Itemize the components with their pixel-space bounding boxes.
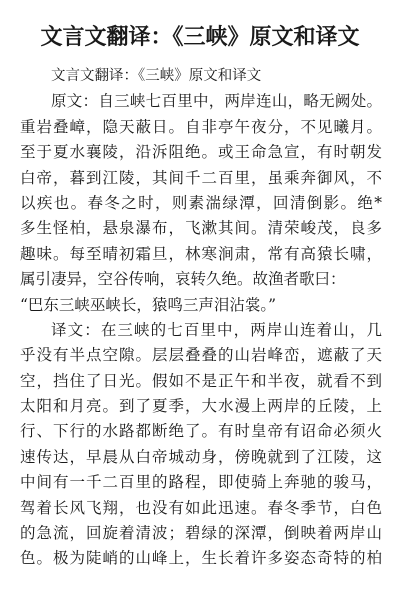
document-body [20,64,382,572]
translation-text-line: 太阳和月亮。到了夏季，大水漫上两岸的丘陵，上 [20,397,382,416]
document-title: 文言文翻译：《三峡》原文和译文 [40,24,360,50]
original-text-line: 多生怪柏，悬泉瀑布，飞漱其间。清荣峻茂，良多 [20,219,382,238]
original-text-line: 趣味。每至晴初霜旦，林寒涧肃，常有高猿长啸， [20,244,382,263]
translation-text-line: 色。极为陡峭的山峰上，生长着许多姿态奇特的柏 [20,549,382,568]
translation-text-line: 乎没有半点空隙。层层叠叠的山岩峰峦，遮蔽了天 [20,346,382,365]
document-subtitle: 文言文翻译：《三峡》原文和译文 [51,68,262,84]
translation-text-line: 译文：在三峡的七百里中，两岸山连着山，几 [51,320,382,339]
translation-text-line: 驾着长风飞翔，也没有如此迅速。春冬季节，白色 [20,498,382,517]
translation-text-line: 速传达，早晨从白帝城动身，傍晚就到了江陵，这 [20,447,382,466]
translation-text-line: 空，挡住了日光。假如不是正午和半夜，就看不到 [20,371,382,390]
original-text-line: “巴东三峡巫峡长，猿鸣三声泪沾裳。” [20,295,277,314]
original-text-line: 以疾也。春冬之时，则素湍绿潭，回清倒影。绝* [20,193,382,212]
original-text-line: 原文：自三峡七百里中，两岸连山，略无阙处。 [51,92,382,111]
original-text-line: 属引凄异，空谷传响，哀转久绝。故渔者歌曰： [20,270,346,289]
original-text-line: 至于夏水襄陵，沿泝阻绝。或王命急宣，有时朝发 [20,143,382,162]
original-text-line: 白帝，暮到江陵，其间千二百里，虽乘奔御风，不 [20,168,382,187]
translation-text-line: 的急流，回旋着清波；碧绿的深潭，倒映着两岸山 [20,524,382,543]
translation-text-line: 中间有一千二百里的路程，即使骑上奔驰的骏马， [20,473,382,492]
original-text-line: 重岩叠嶂，隐天蔽日。自非亭午夜分，不见曦月。 [20,117,382,136]
translation-text-line: 行、下行的水路都断绝了。有时皇帝有诏命必须火 [20,422,382,441]
